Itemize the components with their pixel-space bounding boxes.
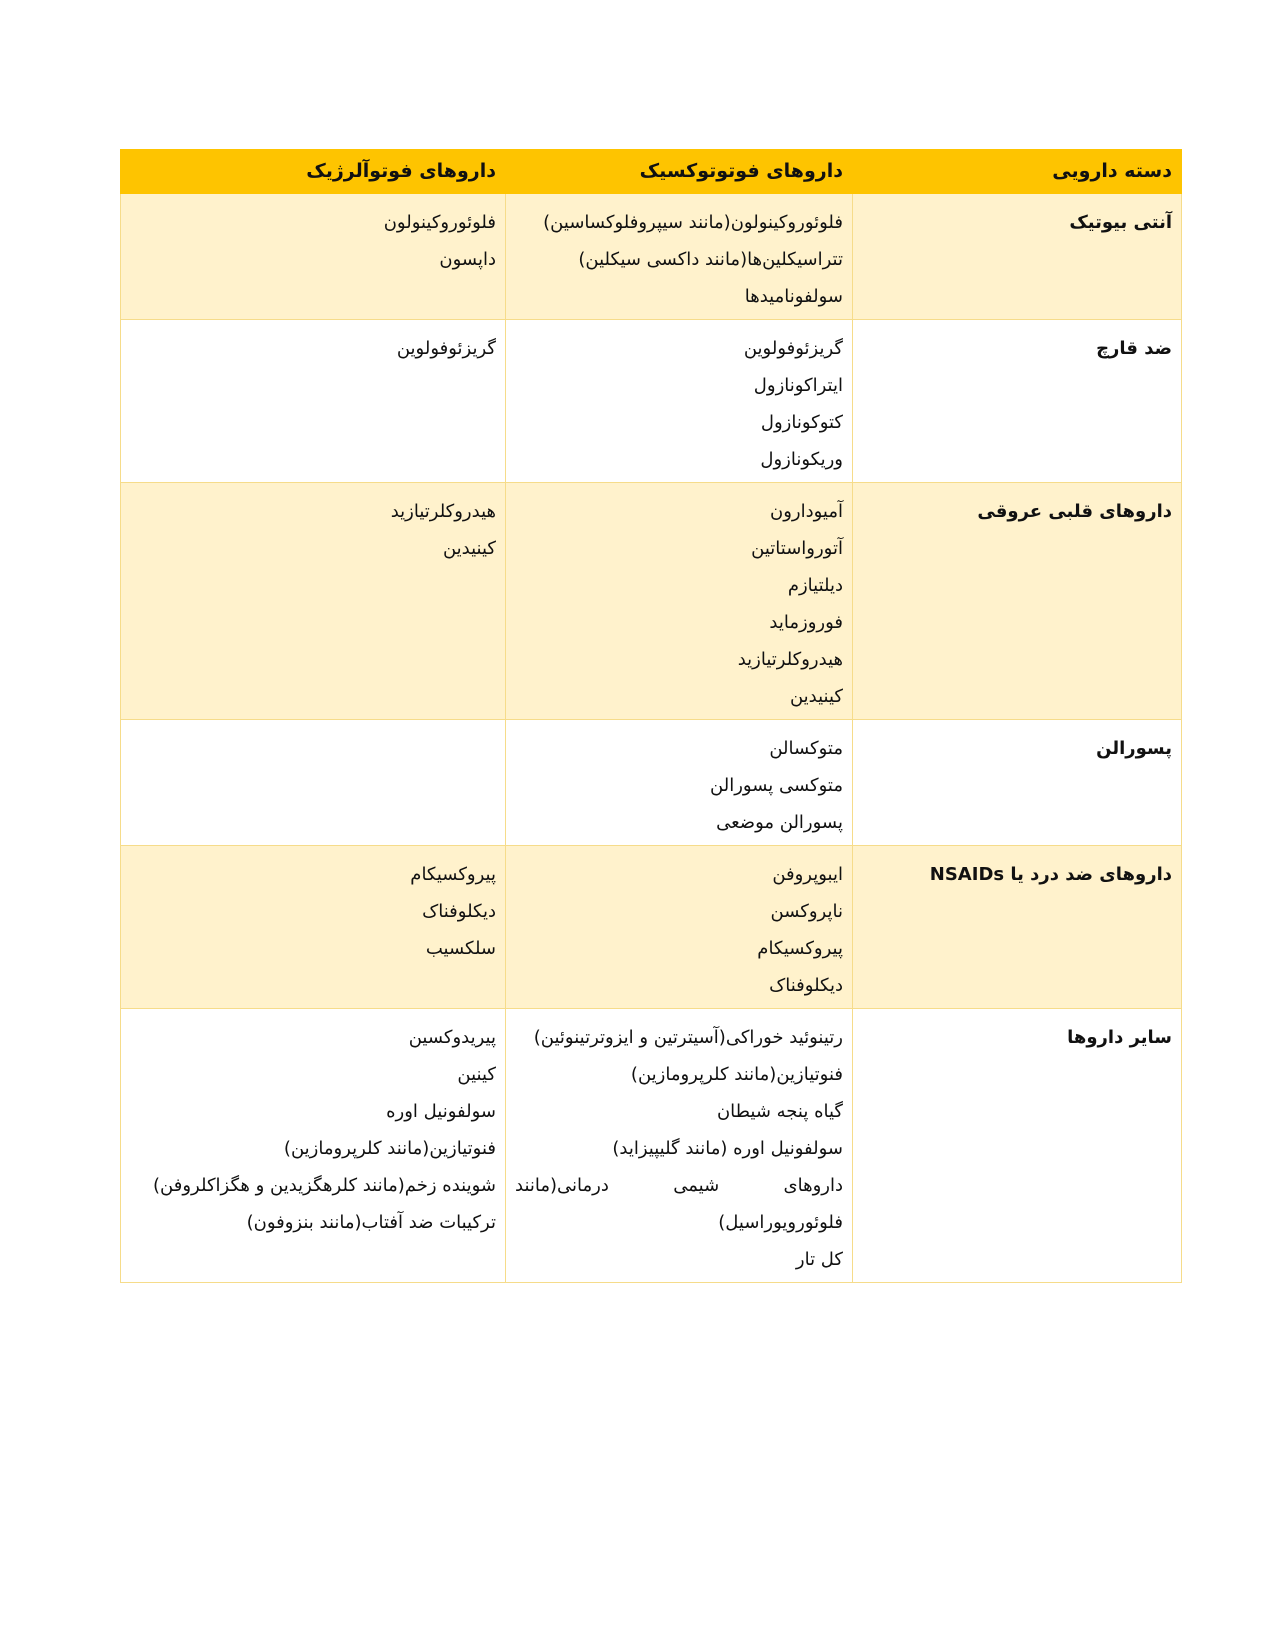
phototoxic-cell bbox=[506, 720, 853, 846]
photoallergic-drug-item: سلکسیب bbox=[425, 938, 496, 959]
photoallergic-drug-item: شوینده زخم(مانند کلرهگزیدین و هگزاکلروفن) bbox=[153, 1175, 496, 1196]
phototoxic-drug-item: گریزئوفولوین bbox=[743, 338, 843, 359]
phototoxic-cell bbox=[506, 846, 853, 1009]
category-cell: داروهای قلبی عروقی bbox=[853, 483, 1182, 720]
table-row bbox=[121, 720, 1182, 846]
phototoxic-drug-item: فنوتیازین(مانند کلرپرومازین) bbox=[630, 1064, 843, 1085]
header-category: دسته دارویی bbox=[853, 150, 1182, 194]
photoallergic-drug-item: فلوئوروکینولون bbox=[383, 212, 496, 233]
photoallergic-drug-item: پیریدوکسین bbox=[408, 1027, 496, 1048]
table-row bbox=[121, 1009, 1182, 1283]
phototoxic-drug-item: متوکسی پسورالن bbox=[710, 775, 843, 796]
table-row bbox=[121, 483, 1182, 720]
phototoxic-drug-item: ناپروکسن bbox=[770, 901, 843, 922]
phototoxic-drug-item: کینیدین bbox=[789, 686, 843, 707]
phototoxic-drug-item: سولفونیل اوره (مانند گلیپیزاید) bbox=[612, 1138, 843, 1159]
phototoxic-drug-item: آتورواستاتین bbox=[751, 538, 843, 559]
phototoxic-drug-item: تتراسیکلین‌ها(مانند داکسی سیکلین) bbox=[578, 249, 843, 270]
phototoxic-drug-item: وریکونازول bbox=[760, 449, 843, 470]
photoallergic-cell bbox=[121, 483, 506, 720]
phototoxic-drug-item: پسورالن موضعی bbox=[716, 812, 843, 833]
photoallergic-drug-item: ترکیبات ضد آفتاب(مانند بنزوفون) bbox=[246, 1212, 496, 1233]
photoallergic-cell bbox=[121, 720, 506, 846]
phototoxic-cell bbox=[506, 320, 853, 483]
phototoxic-cell bbox=[506, 1009, 853, 1283]
phototoxic-drug-item: هیدروکلرتیازید bbox=[737, 649, 843, 670]
photoallergic-drug-item: فنوتیازین(مانند کلرپرومازین) bbox=[283, 1138, 496, 1159]
phototoxic-drug-item: سولفونامیدها bbox=[744, 286, 843, 307]
phototoxic-drug-item: متوکسالن bbox=[769, 738, 843, 759]
photoallergic-cell bbox=[121, 194, 506, 320]
photoallergic-drug-item: کینیدین bbox=[442, 538, 496, 559]
photosensitivity-drug-table bbox=[120, 149, 1182, 1283]
phototoxic-drug-item: گیاه پنجه شیطان bbox=[716, 1101, 843, 1122]
photoallergic-drug-item: کینین bbox=[457, 1064, 496, 1085]
table-row bbox=[121, 320, 1182, 483]
phototoxic-drug-item: کل تار bbox=[795, 1249, 843, 1270]
photoallergic-cell bbox=[121, 320, 506, 483]
table-row bbox=[121, 846, 1182, 1009]
photoallergic-drug-item: سولفونیل اوره bbox=[386, 1101, 496, 1122]
photoallergic-cell bbox=[121, 846, 506, 1009]
photoallergic-drug-item: پیروکسیکام bbox=[410, 864, 496, 885]
phototoxic-drug-item: ایتراکونازول bbox=[753, 375, 843, 396]
phototoxic-drug-item: ایبوپروفن bbox=[772, 864, 843, 885]
phototoxic-drug-item: فوروزماید bbox=[769, 612, 843, 633]
category-cell: آنتی بیوتیک bbox=[853, 194, 1182, 320]
photoallergic-cell bbox=[121, 1009, 506, 1283]
phototoxic-drug-item: رتینوئید خوراکی(آسیترتین و ایزوترتینوئین) bbox=[533, 1027, 843, 1048]
phototoxic-drug-item: پیروکسیکام bbox=[757, 938, 843, 959]
category-cell: سایر داروها bbox=[853, 1009, 1182, 1283]
phototoxic-drug-item: کتوکونازول bbox=[760, 412, 843, 433]
category-cell: ضد قارچ bbox=[853, 320, 1182, 483]
table-header-row bbox=[121, 150, 1182, 194]
category-cell: داروهای ضد درد یا NSAIDs bbox=[853, 846, 1182, 1009]
table-row bbox=[121, 194, 1182, 320]
phototoxic-drug-item: آمیودارون bbox=[770, 501, 843, 522]
photoallergic-drug-item: هیدروکلرتیازید bbox=[390, 501, 496, 522]
category-cell: پسورالن bbox=[853, 720, 1182, 846]
header-phototoxic: داروهای فوتوتوکسیک bbox=[506, 150, 853, 194]
photoallergic-drug-item: داپسون bbox=[439, 249, 496, 270]
header-photoallergic: داروهای فوتوآلرژیک bbox=[121, 150, 506, 194]
phototoxic-drug-item: دیلتیازم bbox=[787, 575, 843, 596]
table-body bbox=[121, 194, 1182, 1283]
photoallergic-drug-item: گریزئوفولوین bbox=[396, 338, 496, 359]
phototoxic-drug-item: داروهای شیمی درمانی(مانند فلوئورویوراسیل) bbox=[515, 1175, 843, 1233]
photoallergic-drug-item: دیکلوفناک bbox=[422, 901, 496, 922]
phototoxic-drug-item: دیکلوفناک bbox=[769, 975, 843, 996]
phototoxic-cell bbox=[506, 194, 853, 320]
phototoxic-drug-item: فلوئوروکینولون(مانند سیپروفلوکساسین) bbox=[543, 212, 843, 233]
phototoxic-cell bbox=[506, 483, 853, 720]
